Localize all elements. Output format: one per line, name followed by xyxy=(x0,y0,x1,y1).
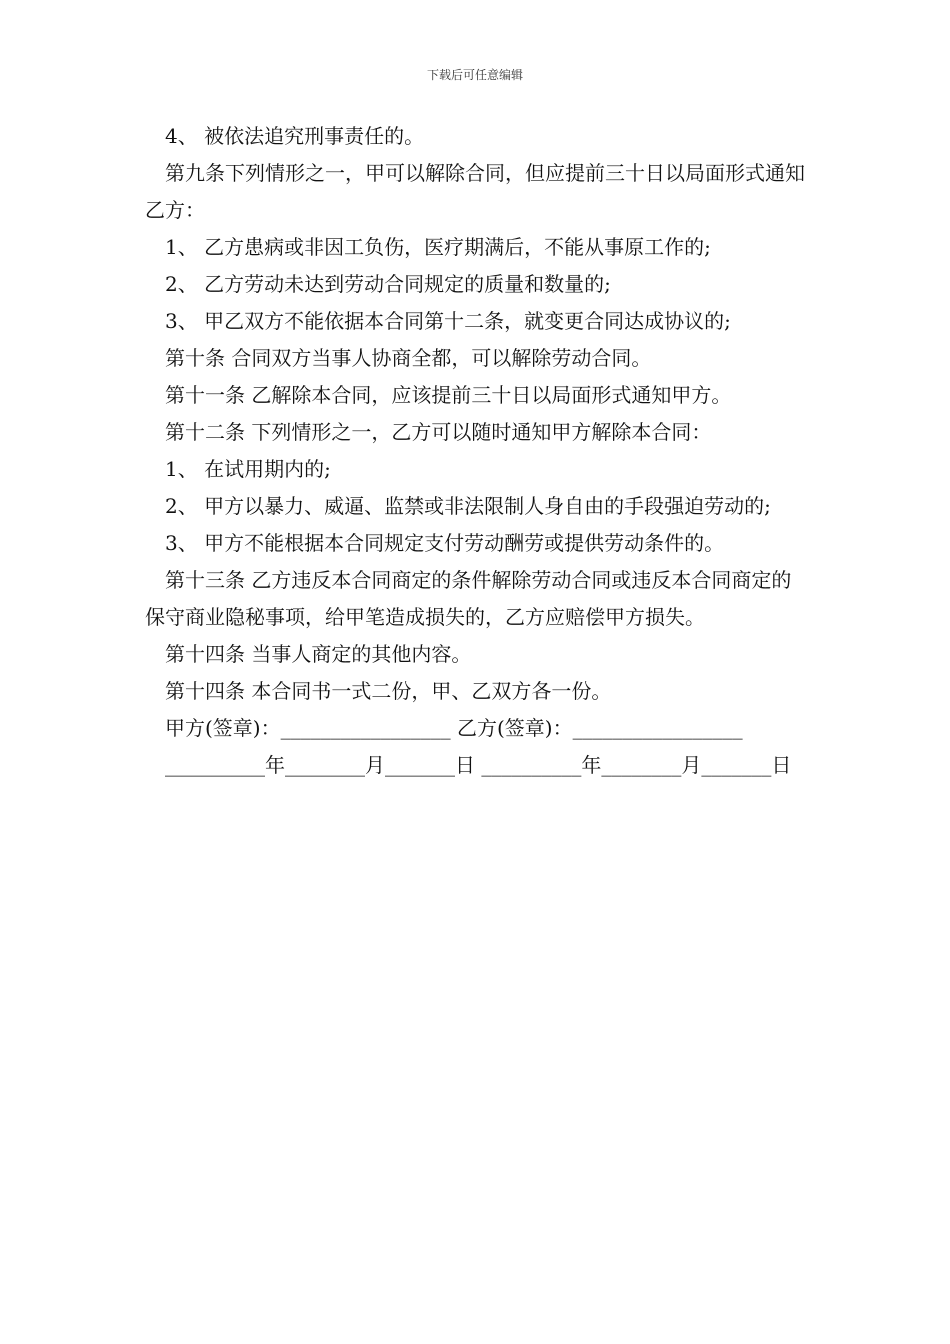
article-9-item-3: 3、 甲乙双方不能依据本合同第十二条，就变更合同达成协议的; xyxy=(165,309,731,333)
article-12-item-2: 2、 甲方以暴力、威逼、监禁或非法限制人身自由的手段强迫劳动的; xyxy=(165,494,771,518)
date-line: __________年________月_______日 __________年________月_______日 xyxy=(165,753,792,777)
article-9-item-2: 2、 乙方劳动未达到劳动合同规定的质量和数量的; xyxy=(165,272,611,296)
article-11: 第十一条 乙解除本合同，应该提前三十日以局面形式通知甲方。 xyxy=(165,383,732,407)
article-9-item-1: 1、 乙方患病或非因工负伤，医疗期满后，不能从事原工作的; xyxy=(165,235,711,259)
article-14-copies: 第十四条 本合同书一式二份，甲、乙双方各一份。 xyxy=(165,679,612,703)
signature-line: 甲方(签章)：_________________ 乙方(签章)：_________________ xyxy=(165,716,743,740)
article-12-item-3: 3、 甲方不能根据本合同规定支付劳动酬劳或提供劳动条件的。 xyxy=(165,531,725,555)
article-10: 第十条 合同双方当事人协商全都，可以解除劳动合同。 xyxy=(165,346,652,370)
article-13: 第十三条 乙方违反本合同商定的条件解除劳动合同或违反本合同商定的保守商业隐秘事项，给甲笔造成损失的，乙方应赔偿甲方损失。 xyxy=(145,568,792,629)
article-12-item-1: 1、 在试用期内的; xyxy=(165,457,331,481)
clause-item-4: 4、 被依法追究刑事责任的。 xyxy=(165,124,425,148)
article-9: 第九条下列情形之一，甲可以解除合同，但应提前三十日以局面形式通知乙方： xyxy=(145,161,805,222)
document-body xyxy=(145,118,810,784)
page-header: 下载后可任意编辑 xyxy=(426,68,523,82)
article-14-other: 第十四条 当事人商定的其他内容。 xyxy=(165,642,472,666)
article-12: 第十二条 下列情形之一，乙方可以随时通知甲方解除本合同： xyxy=(165,420,712,444)
